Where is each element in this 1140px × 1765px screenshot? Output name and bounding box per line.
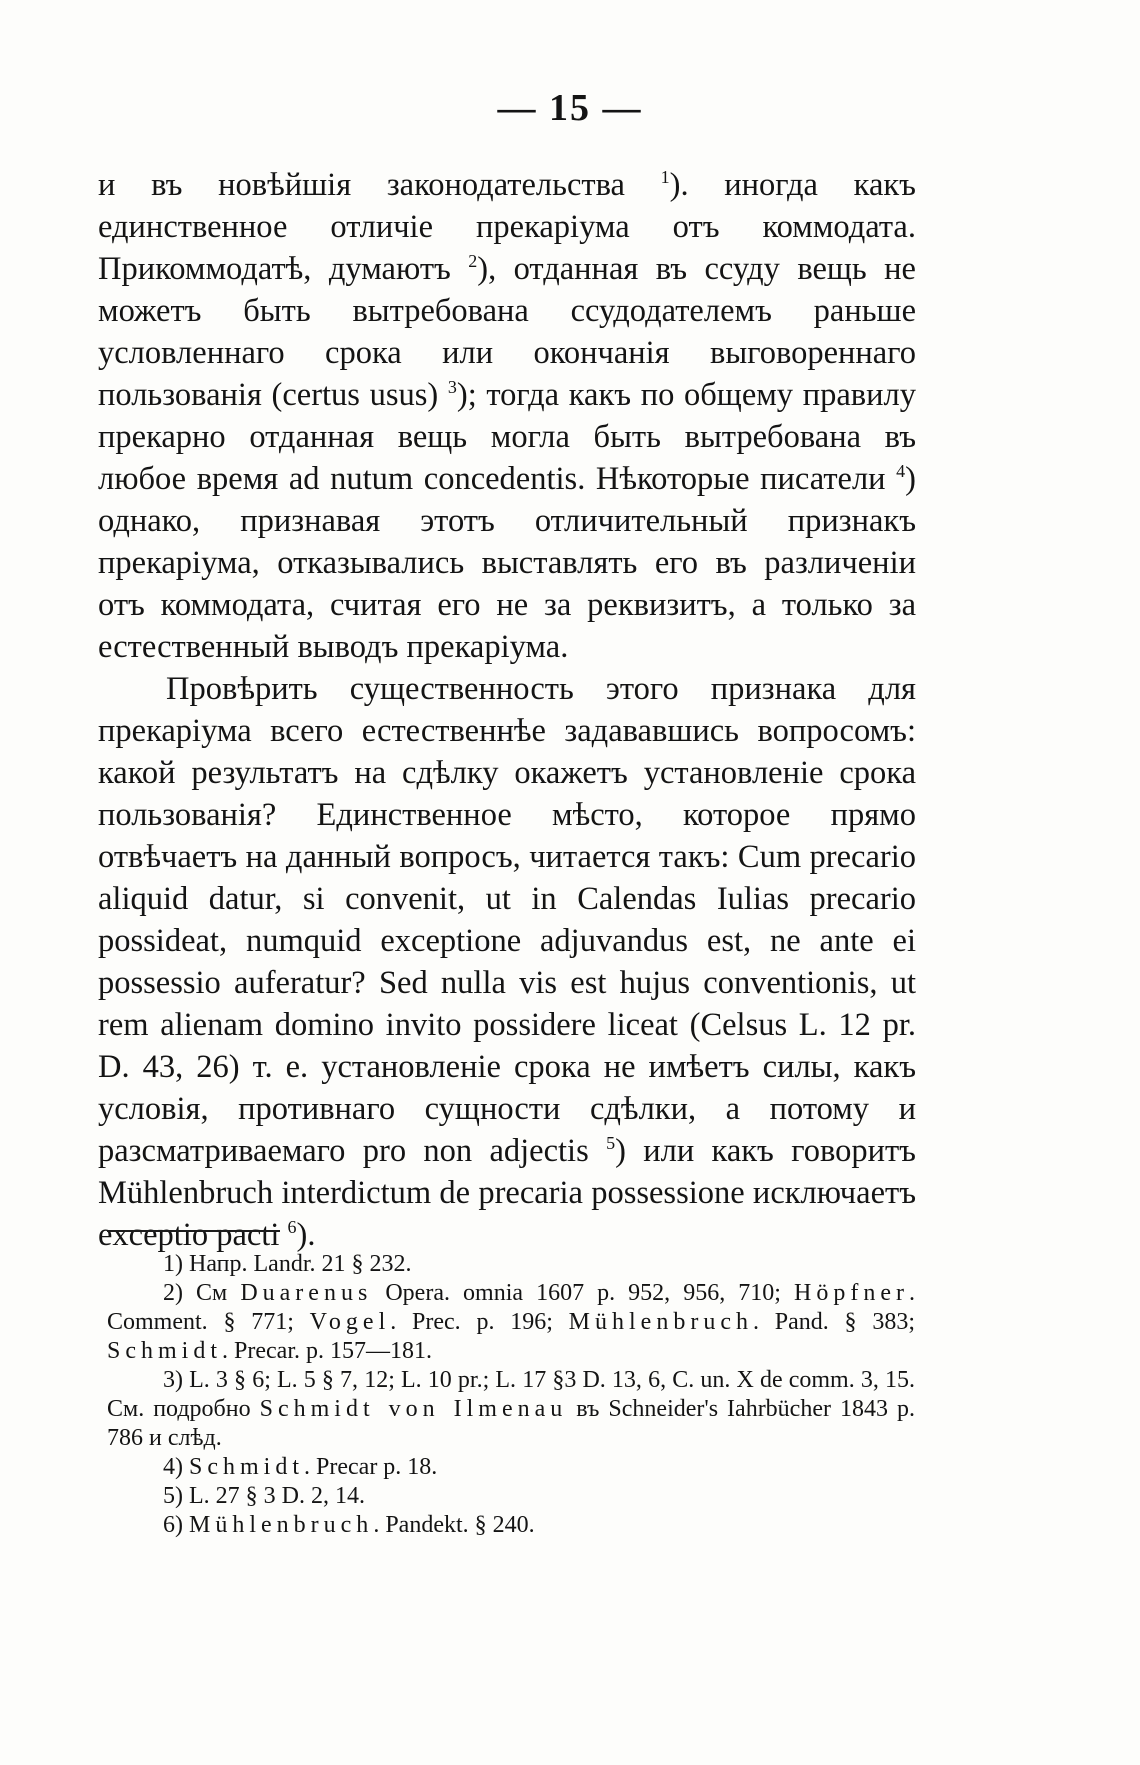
footnote-text: 5) L. 27 § 3 D. 2, 14. <box>163 1483 365 1509</box>
paragraph-text: ) или какъ говоритъ Mühlenbruch interdictum de precaria possessione исключаетъ exceptio pacti <box>98 1133 916 1253</box>
author-name: Duarenus <box>240 1280 373 1306</box>
paragraph-1 <box>98 164 916 668</box>
footnote-3 <box>107 1366 915 1453</box>
paragraph-text: ); тогда какъ по общему правилу прекарно отданная вещь могла быть вытребована въ любое время ad nutum concedentis. Нѣкоторые писатели <box>98 377 916 497</box>
paragraph-text: ) однако, признавая этотъ отличительный признакъ прекаріума, отказывались выставлять его въ различеніи отъ коммодата, считая его не за реквизитъ, а только за естественный выводъ прекаріума. <box>98 461 916 665</box>
author-name: Vogel <box>309 1309 391 1335</box>
author-name: Schmidt <box>107 1338 223 1364</box>
footnote-ref-2: 2 <box>468 251 478 272</box>
footnote-ref-6: 6 <box>287 1217 297 1238</box>
footnote-text: . Comment. § 771; <box>107 1280 915 1335</box>
footnotes <box>107 1250 915 1540</box>
body-text <box>98 164 916 1256</box>
author-name: Höpfner <box>794 1280 909 1306</box>
paragraph-text: ). <box>296 1217 316 1253</box>
paragraph-text: ). иногда какъ единственное отличіе прекаріума отъ коммодата. Прикоммодатѣ, думаютъ <box>98 167 916 287</box>
footnote-text: 1) Напр. Landr. 21 § 232. <box>163 1251 412 1277</box>
paragraph-2 <box>98 668 916 1256</box>
page-number: — 15 — <box>497 87 643 129</box>
author-name: Mühlenbruch <box>189 1512 374 1538</box>
footnote-ref-3: 3 <box>447 377 457 398</box>
paragraph-text: Провѣрить существенность этого признака для прекаріума всего естественнѣе задававшись вопросомъ: какой результатъ на сдѣлку окажетъ установленіе срока пользованія? Единственное мѣсто, которое прямо отвѣчаетъ на данный вопросъ, читается такъ: Cum precario aliquid datur, si convenit, ut in Calendas Iulias precario possideat, numquid exceptione adjuvandus est, ne ante ei possessio auferatur? Sed nulla vis est hujus conventionis, ut rem alienam domino invito possidere liceat (Celsus L. 12 pr. D. 43, 26) т. е. установленіе срока не имѣетъ силы, какъ условія, противнаго сущности сдѣлки, а потому и разсматриваемаго pro non adjectis <box>98 671 916 1169</box>
paragraph-text: ), отданная въ ссуду вещь не можетъ быть вытребована ссудодателемъ раньше условленнаго срока или окончанія выговореннаго пользованія (certus usus) <box>98 251 916 413</box>
footnote-2 <box>107 1279 915 1366</box>
footnote-6 <box>107 1511 915 1540</box>
footnote-text: . Pandekt. § 240. <box>373 1512 535 1538</box>
footnote-ref-1: 1 <box>660 167 670 188</box>
footnote-5 <box>107 1482 915 1511</box>
paragraph-text: и въ новѣйшія законодательства <box>98 167 661 203</box>
footnote-ref-5: 5 <box>606 1133 616 1154</box>
author-name: Schmidt <box>189 1454 305 1480</box>
footnote-text: 4) <box>163 1454 189 1480</box>
footnote-text: 6) <box>163 1512 189 1538</box>
footnote-ref-4: 4 <box>896 461 906 482</box>
footnote-text: . Precar. p. 157—181. <box>222 1338 432 1364</box>
author-name: Mühlenbruch <box>568 1309 753 1335</box>
footnote-text: . Pand. § 383; <box>752 1309 915 1335</box>
footnote-text: 2) См <box>163 1280 241 1306</box>
footnote-text: въ Schneider's Iahrbücher 1843 p. 786 и слѣд. <box>107 1396 915 1451</box>
author-name: Schmidt von Ilmenau <box>259 1396 568 1422</box>
footnote-1 <box>107 1250 915 1279</box>
footnote-text: Opera. omnia 1607 p. 952, 956, 710; <box>372 1280 795 1306</box>
footnote-text: . Precar p. 18. <box>304 1454 438 1480</box>
footnote-divider <box>107 1230 280 1232</box>
footnote-text: 3) L. 3 § 6; L. 5 § 7, 12; L. 10 pr.; L. 17 §3 D. 13, 6, C. un. X de comm. 3, 15. См. подробно <box>107 1367 915 1422</box>
footnote-text: . Prec. p. 196; <box>390 1309 569 1335</box>
footnote-4 <box>107 1453 915 1482</box>
